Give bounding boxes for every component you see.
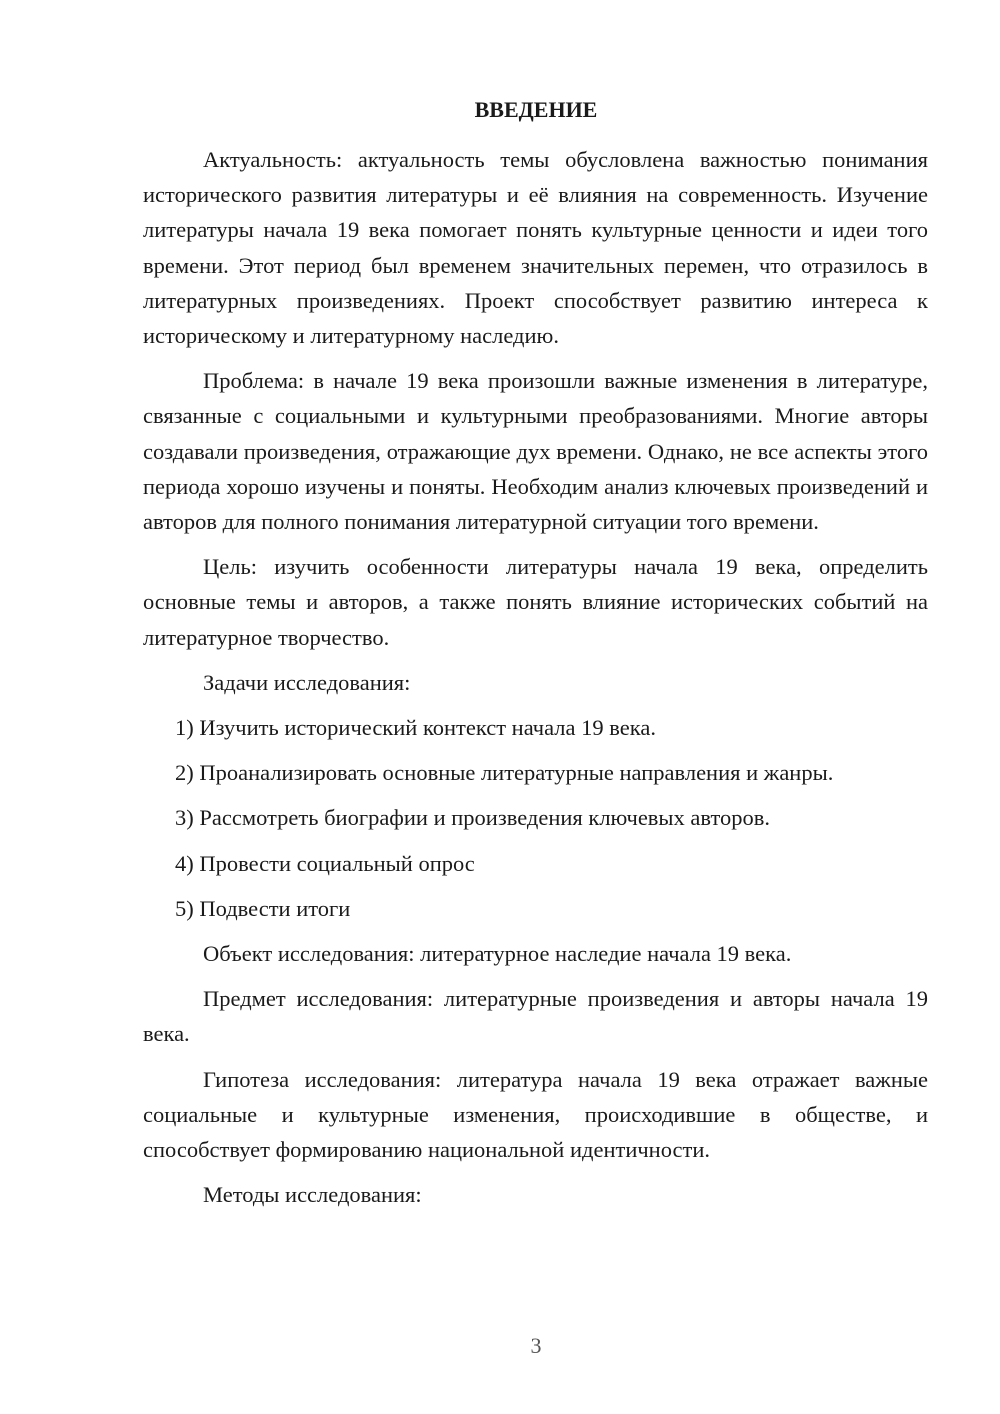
document-body: [143, 142, 928, 1212]
page-number: 3: [530, 1333, 542, 1358]
task-item-4: 4) Провести социальный опрос: [175, 850, 475, 876]
page-title: ВВЕДЕНИЕ: [474, 97, 598, 122]
task-item-5: 5) Подвести итоги: [175, 895, 351, 921]
task-item-1: 1) Изучить исторический контекст начала 19 века.: [175, 715, 656, 741]
paragraph-goal: Цель: изучить особенности литературы начала 19 века, определить основные темы и авторов, а также понять влияние исторических событий на литературное творчество.: [143, 554, 928, 650]
task-item-2: 2) Проанализировать основные литературные направления и жанры.: [175, 760, 834, 786]
paragraph-hypothesis: Гипотеза исследования: литература начала 19 века отражает важные социальные и культурные изменения, происходившие в обществе, и способствует формированию национальной идентичности.: [143, 1066, 928, 1163]
paragraph-tasks-heading: Задачи исследования:: [203, 669, 411, 695]
paragraph-methods-heading: Методы исследования:: [203, 1182, 422, 1208]
paragraph-relevance: Актуальность: актуальность темы обусловлена важностью понимания исторического развития литературы и её влияния на современность. Изучение литературы начала 19 века помогает понять культурные ценности и идеи того времени. Этот период был временем значительных перемен, что отразилось в литературных произведениях. Проект способствует развитию интереса к историческому и литературному наследию.: [143, 147, 928, 349]
paragraph-subject: Предмет исследования: литературные произведения и авторы начала 19 века.: [143, 986, 928, 1047]
paragraph-problem: Проблема: в начале 19 века произошли важные изменения в литературе, связанные с социальными и культурными преобразованиями. Многие авторы создавали произведения, отражающие дух времени. Однако, не все аспекты этого периода хорошо изучены и поняты. Необходим анализ ключевых произведений и авторов для полного понимания литературной ситуации того времени.: [143, 368, 928, 535]
paragraph-object: Объект исследования: литературное наследие начала 19 века.: [203, 941, 792, 967]
task-item-3: 3) Рассмотреть биографии и произведения ключевых авторов.: [175, 805, 771, 831]
